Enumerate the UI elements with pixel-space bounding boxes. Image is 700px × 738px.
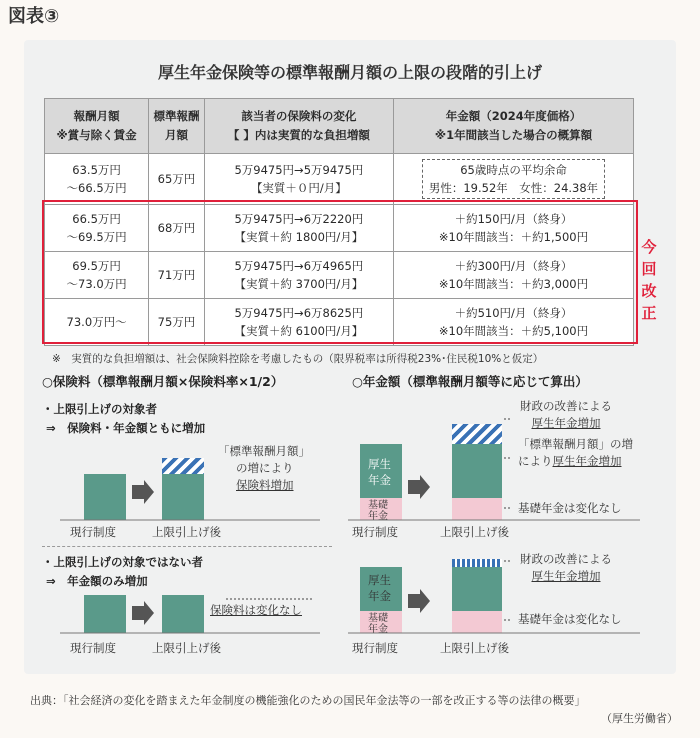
premium-case1-description: ・上限引上げの対象者 ⇒ 保険料・年金額ともに増加 bbox=[42, 402, 206, 435]
source-publisher: （厚生労働省） bbox=[601, 712, 678, 725]
current-system-label: 現行制度 bbox=[70, 525, 116, 539]
cell-premium: 5万9475円→6万4965円 【実質＋約 3700円/月】 bbox=[204, 252, 393, 299]
kiso-unchanged-annotation: 基礎年金は変化なし bbox=[518, 612, 622, 626]
current-revision-label: 今 回 改 正 bbox=[641, 238, 657, 322]
current-system-label: 現行制度 bbox=[352, 525, 398, 539]
after-raise-label: 上限引上げ後 bbox=[440, 525, 509, 539]
cell-pension: ＋約510円/月（終身） ※10年間該当：＋約5,100円 bbox=[394, 299, 634, 346]
premium-increase-annotation: 「標準報酬月額」 の増により 保険料増加 bbox=[218, 444, 310, 492]
cell-pension: ＋約300円/月（終身） ※10年間該当：＋約3,000円 bbox=[394, 252, 634, 299]
header-wage: 報酬月額 ※賞与除く賃金 bbox=[45, 99, 149, 154]
cell-premium: 5万9475円→5万9475円 【実質＋０円/月】 bbox=[204, 154, 393, 205]
cell-standard: 75万円 bbox=[149, 299, 205, 346]
fiscal-improvement-annotation: 財政の改善による 厚生年金増加 bbox=[520, 552, 612, 583]
premium-section-heading: ○保険料（標準報酬月額×保険料率×1/2） bbox=[42, 374, 284, 389]
kiso-nenkin-bar bbox=[452, 498, 502, 520]
fiscal-improvement-band bbox=[452, 559, 502, 567]
premium-unchanged-annotation: 保険料は変化なし bbox=[210, 603, 302, 617]
cell-premium: 5万9475円→6万8625円 【実質＋約 6100円/月】 bbox=[204, 299, 393, 346]
arrow-right-icon bbox=[408, 475, 430, 499]
kiso-nenkin-bar bbox=[452, 611, 502, 633]
kiso-nenkin-label: 基礎 年金 bbox=[368, 613, 388, 635]
kousei-nenkin-label: 厚生 年金 bbox=[368, 573, 391, 603]
header-standard: 標準報酬 月額 bbox=[149, 99, 205, 154]
fiscal-improvement-annotation: 財政の改善による 厚生年金増加 bbox=[520, 399, 612, 430]
current-system-label: 現行制度 bbox=[70, 641, 116, 655]
kousei-nenkin-label: 厚生 年金 bbox=[368, 457, 391, 487]
figure-label: 図表③ bbox=[8, 6, 60, 27]
kiso-unchanged-annotation: 基礎年金は変化なし bbox=[518, 501, 622, 515]
cell-wage: 63.5万円 〜66.5万円 bbox=[45, 154, 149, 205]
header-pension: 年金額（2024年度価格） ※1年間該当した場合の概算額 bbox=[394, 99, 634, 154]
after-raise-label: 上限引上げ後 bbox=[152, 641, 221, 655]
cell-premium: 5万9475円→6万2220円 【実質＋約 1800円/月】 bbox=[204, 205, 393, 252]
cell-standard: 65万円 bbox=[149, 154, 205, 205]
arrow-right-icon bbox=[408, 589, 430, 613]
after-raise-label: 上限引上げ後 bbox=[440, 641, 509, 655]
source-citation: 出典：「社会経済の変化を踏まえた年金制度の機能強化のための国民年金法等の一部を改正する等の法律の概要」 bbox=[30, 694, 586, 707]
cell-standard: 68万円 bbox=[149, 205, 205, 252]
footnote: ※ 実質的な負担増額は、社会保険料控除を考慮したもの（限界税率は所得税23%･住民税10%と仮定） bbox=[52, 353, 544, 365]
life-expectancy-box: 65歳時点の平均余命 男性：19.52年 女性：24.38年 bbox=[422, 159, 605, 199]
premium-case2-description: ・上限引上げの対象ではない者 ⇒ 年金額のみ増加 bbox=[42, 555, 203, 588]
cell-wage: 73.0万円〜 bbox=[45, 299, 149, 346]
cell-pension: ＋約150円/月（終身） ※10年間該当：＋約1,500円 bbox=[394, 205, 634, 252]
current-system-label: 現行制度 bbox=[352, 641, 398, 655]
cell-wage: 66.5万円 〜69.5万円 bbox=[45, 205, 149, 252]
cell-standard: 71万円 bbox=[149, 252, 205, 299]
cell-wage: 69.5万円 〜73.0万円 bbox=[45, 252, 149, 299]
pension-section-heading: ○年金額（標準報酬月額等に応じて算出） bbox=[352, 374, 588, 389]
standard-salary-increase-annotation: 「標準報酬月額」の増 により厚生年金増加 bbox=[518, 437, 633, 468]
page-title: 厚生年金保険等の標準報酬月額の上限の段階的引上げ bbox=[157, 63, 542, 82]
kousei-nenkin-bar bbox=[452, 444, 502, 498]
after-raise-label: 上限引上げ後 bbox=[152, 525, 221, 539]
header-premium: 該当者の保険料の変化 【 】内は実質的な負担増額 bbox=[204, 99, 393, 154]
kousei-nenkin-bar bbox=[452, 567, 502, 611]
pension-increase-hatch bbox=[452, 424, 502, 444]
kiso-nenkin-label: 基礎 年金 bbox=[368, 500, 388, 522]
